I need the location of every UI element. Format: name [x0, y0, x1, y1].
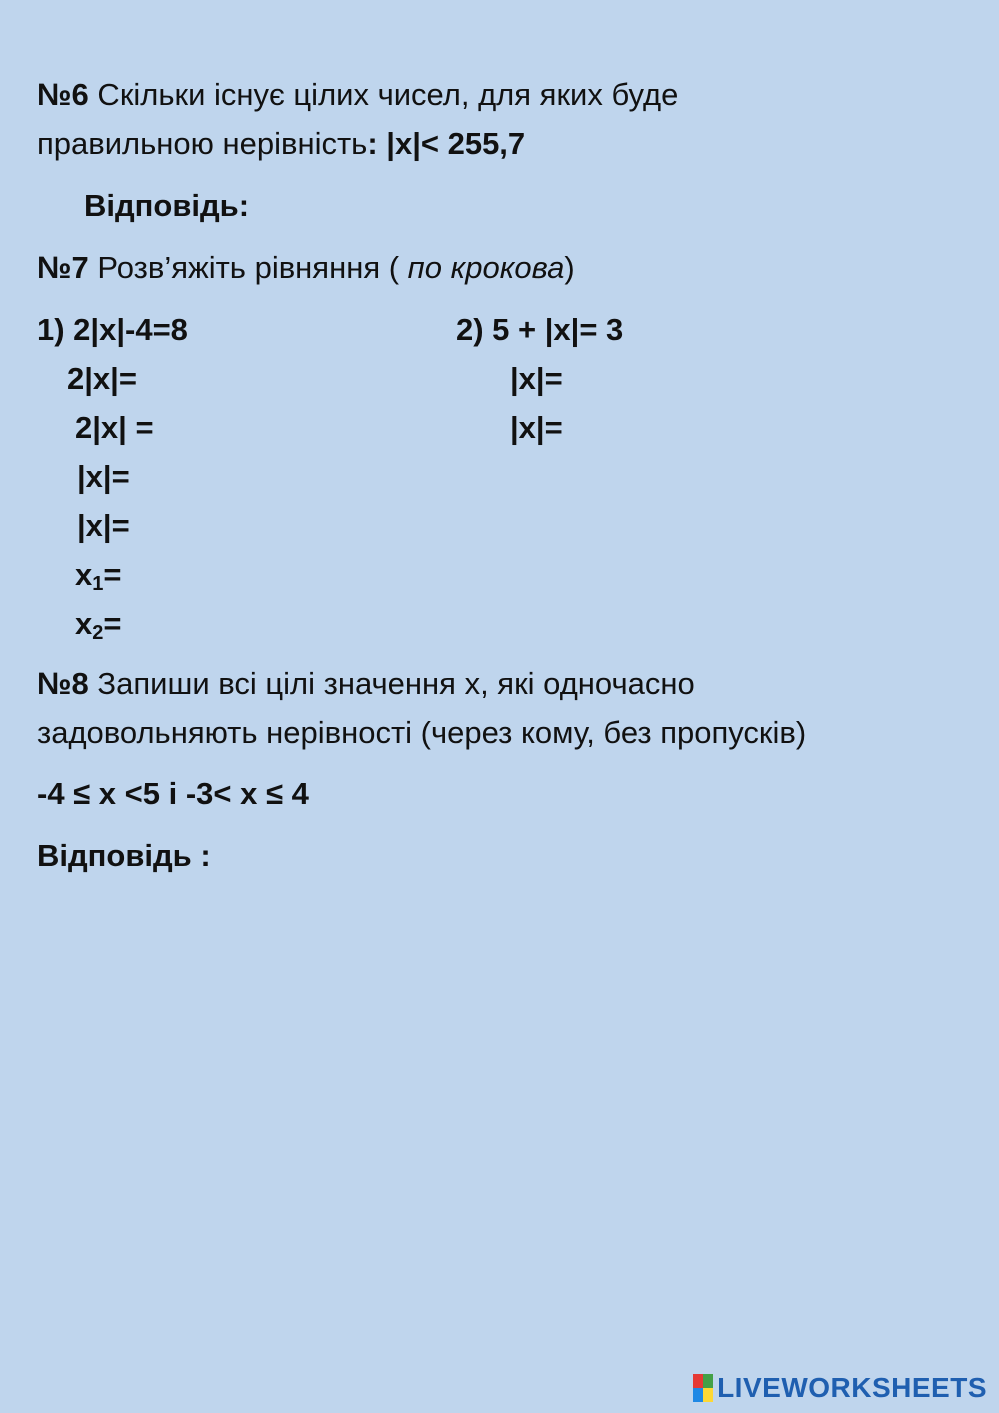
eq1-x2-var: x: [75, 606, 93, 641]
eq2-step-1: |x|=: [510, 361, 563, 396]
task6-line2: [37, 125, 525, 163]
task6-question-text-2: правильною нерівність: [37, 126, 368, 161]
eq1-x2: [75, 605, 121, 643]
eq1-x1-eq: =: [103, 557, 122, 592]
task7-title-text: Розв’яжіть рівняння (: [88, 250, 408, 285]
task6-answer-label: Відповідь:: [84, 188, 250, 223]
task8-inequalities: -4 ≤ x <5 і -3< x ≤ 4: [37, 776, 309, 811]
eq1-step-4: |x|=: [77, 508, 130, 543]
eq1-x1-var: x: [75, 557, 93, 592]
eq1-x1: [75, 556, 121, 594]
task8-line1: [37, 665, 695, 703]
task7-number: №7: [37, 250, 89, 285]
task8-question-text: Запиши всі цілі значення х, які одночасно: [88, 666, 695, 701]
eq1-x2-eq: =: [103, 606, 122, 641]
eq2-header: 2) 5 + |x|= 3: [456, 312, 624, 347]
eq1-step-2: 2|x| =: [75, 410, 154, 445]
task8-answer-label: Відповідь :: [37, 838, 211, 873]
task6-question-text: Скільки існує цілих чисел, для яких буде: [88, 77, 679, 112]
task6-number: №6: [37, 77, 89, 112]
liveworksheets-logo: [693, 1371, 987, 1405]
eq1-step-3: |x|=: [77, 459, 130, 494]
task6-line1: [37, 76, 678, 114]
eq1-header: 1) 2|x|-4=8: [37, 312, 188, 347]
task8-number: №8: [37, 666, 89, 701]
task6-inequality: : |x|< 255,7: [367, 126, 526, 161]
eq2-step-2: |x|=: [510, 410, 563, 445]
eq1-step-1: 2|x|=: [67, 361, 137, 396]
liveworksheets-logo-icon: [693, 1374, 713, 1402]
task7-title: [37, 249, 575, 287]
task7-title-italic: по крокова: [407, 250, 565, 285]
liveworksheets-logo-text: LIVEWORKSHEETS: [717, 1372, 987, 1403]
task7-title-end: ): [564, 250, 575, 285]
eq1-x1-sub: 1: [92, 573, 104, 595]
eq1-x2-sub: 2: [92, 622, 104, 644]
task8-line2: задовольняють нерівності (через кому, без пропусків): [37, 715, 807, 750]
